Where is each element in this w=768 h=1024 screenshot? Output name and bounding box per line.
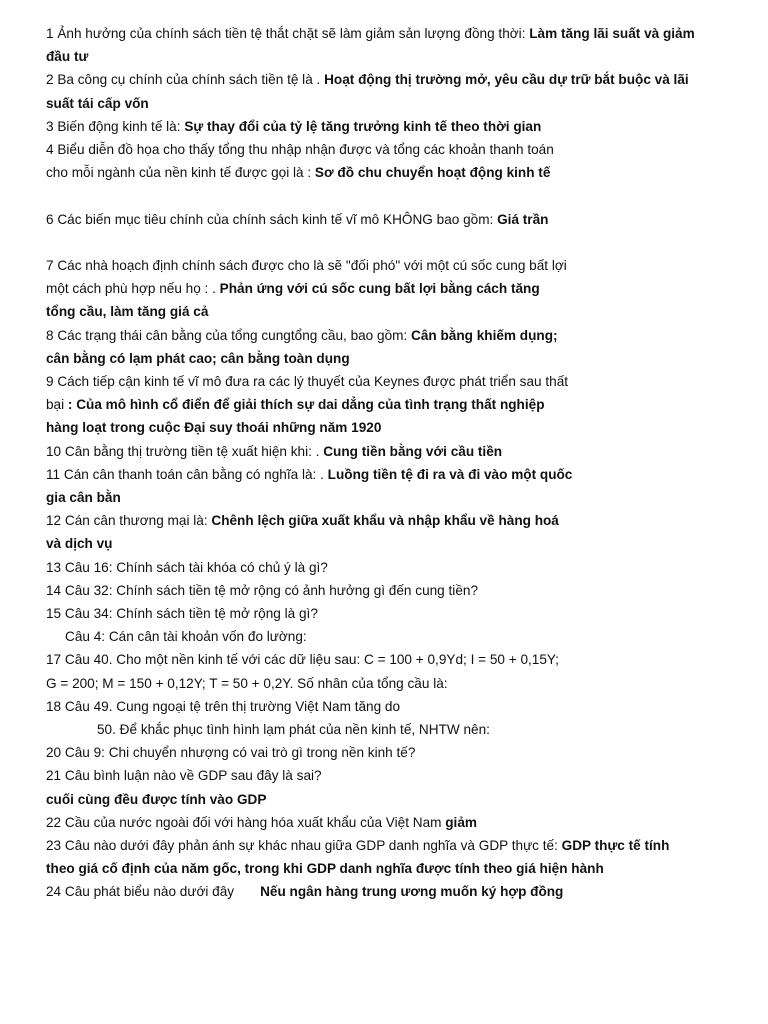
text-line: Câu 4: Cán cân tài khoản vốn đo lường: xyxy=(65,629,307,645)
text-line: suất tái cấp vốn xyxy=(46,95,149,111)
text-line: 50. Để khắc phục tình hình lạm phát của nền kinh tế, NHTW nên: xyxy=(97,722,490,738)
text-line: 4 Biểu diễn đồ họa cho thấy tổng thu nhập nhận được và tổng các khoản thanh toán xyxy=(46,142,554,158)
text-line: bại : Của mô hình cổ điển để giải thích sự dai dẳng của tình trạng thất nghiệp xyxy=(46,397,545,413)
text-line: 12 Cán cân thương mại là: Chênh lệch giữa xuất khẩu và nhập khẩu về hàng hoá xyxy=(46,513,559,529)
text-line: 9 Cách tiếp cận kinh tế vĩ mô đưa ra các lý thuyết của Keynes được phát triển sau thất xyxy=(46,374,569,390)
text-line: theo giá cố định của năm gốc, trong khi GDP danh nghĩa được tính theo giá hiện hành xyxy=(46,861,604,877)
text-line: 17 Câu 40. Cho một nền kinh tế với các dữ liệu sau: C = 100 + 0,9Yd; I = 50 + 0,15Y; xyxy=(46,652,559,668)
text-line: cuối cùng đều được tính vào GDP xyxy=(46,791,267,807)
text-line: cho mỗi ngành của nền kinh tế được gọi là : Sơ đồ chu chuyển hoạt động kinh tế xyxy=(46,165,551,181)
text-line: đầu tư xyxy=(46,49,89,65)
blank-line xyxy=(46,184,728,207)
text-line: 3 Biến động kinh tế là: Sự thay đổi của tỷ lệ tăng trưởng kinh tế theo thời gian xyxy=(46,118,542,134)
text-line: và dịch vụ xyxy=(46,536,113,552)
text-line: 10 Cân bằng thị trường tiền tệ xuất hiện khi: . Cung tiền bằng với cầu tiền xyxy=(46,443,503,459)
text-line: 21 Câu bình luận nào về GDP sau đây là sai? xyxy=(46,768,322,784)
text-line: 13 Câu 16: Chính sách tài khóa có chủ ý là gì? xyxy=(46,559,328,575)
text-line: hàng loạt trong cuộc Đại suy thoái những năm 1920 xyxy=(46,420,382,436)
text-line: 24 Câu phát biểu nào dưới đây Nếu ngân hàng trung ương muốn ký hợp đồng xyxy=(46,884,564,900)
text-line: G = 200; M = 150 + 0,12Y; T = 50 + 0,2Y. Số nhân của tổng cầu là: xyxy=(46,675,448,691)
blank-line xyxy=(46,231,728,254)
text-line: cân bằng có lạm phát cao; cân bằng toàn dụng xyxy=(46,350,350,366)
text-line: 11 Cán cân thanh toán cân bằng có nghĩa là: . Luồng tiền tệ đi ra và đi vào một quốc xyxy=(46,466,573,482)
text-line: 15 Câu 34: Chính sách tiền tệ mở rộng là gì? xyxy=(46,606,318,622)
text-line: tổng cầu, làm tăng giá cả xyxy=(46,304,209,320)
text-line: một cách phù hợp nếu họ : . Phản ứng với cú sốc cung bất lợi bằng cách tăng xyxy=(46,281,540,297)
text-line: 18 Câu 49. Cung ngoại tệ trên thị trường Việt Nam tăng do xyxy=(46,698,401,714)
text-line: gia cân bằn xyxy=(46,490,121,506)
text-line: 1 Ảnh hưởng của chính sách tiền tệ thắt chặt sẽ làm giảm sản lượng đồng thời: Làm tăng lãi suất và giảm xyxy=(46,26,695,41)
text-line: 23 Câu nào dưới đây phản ánh sự khác nhau giữa GDP danh nghĩa và GDP thực tế: GDP thực tế tính xyxy=(46,838,670,854)
text-line: 8 Các trạng thái cân bằng của tổng cungtổng cầu, bao gồm: Cân bằng khiếm dụng; xyxy=(46,327,558,343)
text-line: 6 Các biến mục tiêu chính của chính sách kinh tế vĩ mô KHÔNG bao gồm: Giá trần xyxy=(46,211,549,227)
text-line: 7 Các nhà hoạch định chính sách được cho là sẽ "đối phó" với một cú sốc cung bất lợi xyxy=(46,258,567,273)
text-line: 22 Cầu của nước ngoài đối với hàng hóa xuất khẩu của Việt Nam giảm xyxy=(46,814,477,830)
text-line: 20 Câu 9: Chi chuyển nhượng có vai trò gì trong nền kinh tế? xyxy=(46,745,416,761)
text-line: 14 Câu 32: Chính sách tiền tệ mở rộng có ảnh hưởng gì đến cung tiền? xyxy=(46,582,478,598)
text-line: 2 Ba công cụ chính của chính sách tiền tệ là . Hoạt động thị trường mở, yêu cầu dự trữ bắt buộc và lãi xyxy=(46,72,689,88)
